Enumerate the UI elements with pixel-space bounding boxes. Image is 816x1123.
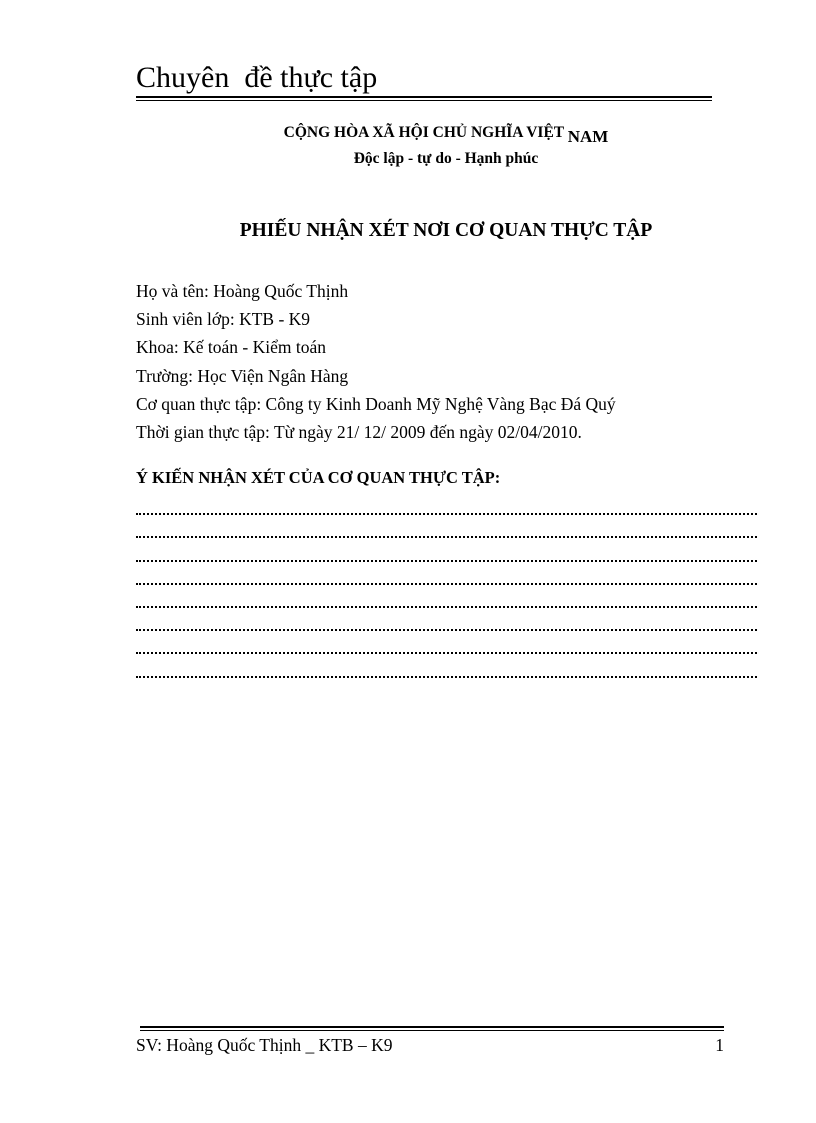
footer-rule-thick [140,1026,724,1028]
info-line-agency: Cơ quan thực tập: Công ty Kinh Doanh Mỹ Nghệ Vàng Bạc Đá Quý [136,393,616,414]
student-info [136,277,616,446]
comment-blank-line [136,570,757,593]
comment-blank-line [136,639,757,662]
header-rule-thick [136,96,712,98]
info-line-faculty: Khoa: Kế toán - Kiểm toán [136,337,327,358]
info-line-class: Sinh viên lớp: KTB - K9 [136,309,311,330]
comment-blank-line [136,662,757,685]
national-name-main: CỘNG HÒA XÃ HỘI CHỦ NGHĨA VIỆT [283,124,568,141]
national-motto: Độc lập - tự do - Hạnh phúc [353,150,539,167]
info-line-period: Thời gian thực tập: Từ ngày 21/ 12/ 2009 đến ngày 02/04/2010. [136,422,582,443]
footer-rule-thin [140,1030,724,1031]
comment-blank-line [136,593,757,616]
comment-blank-lines [136,500,757,686]
header-rule-thin [136,100,712,101]
comment-blank-line [136,616,757,639]
comment-blank-line [136,546,757,569]
comment-blank-line [136,500,757,523]
info-line-school: Trường: Học Viện Ngân Hàng [136,365,349,386]
form-title: PHIẾU NHẬN XÉT NƠI CƠ QUAN THỰC TẬP [239,220,653,241]
comment-blank-line [136,523,757,546]
running-header-title: Chuyên đề thực tập [136,61,378,94]
info-line-name: Họ và tên: Hoàng Quốc Thịnh [136,281,349,301]
national-name [136,122,756,146]
national-name-end: NAM [567,127,609,146]
page-number: 1 [715,1035,724,1055]
footer-student: SV: Hoàng Quốc Thịnh _ KTB – K9 [136,1035,393,1055]
comment-heading: Ý KIẾN NHẬN XÉT CỦA CƠ QUAN THỰC TẬP: [136,468,501,487]
